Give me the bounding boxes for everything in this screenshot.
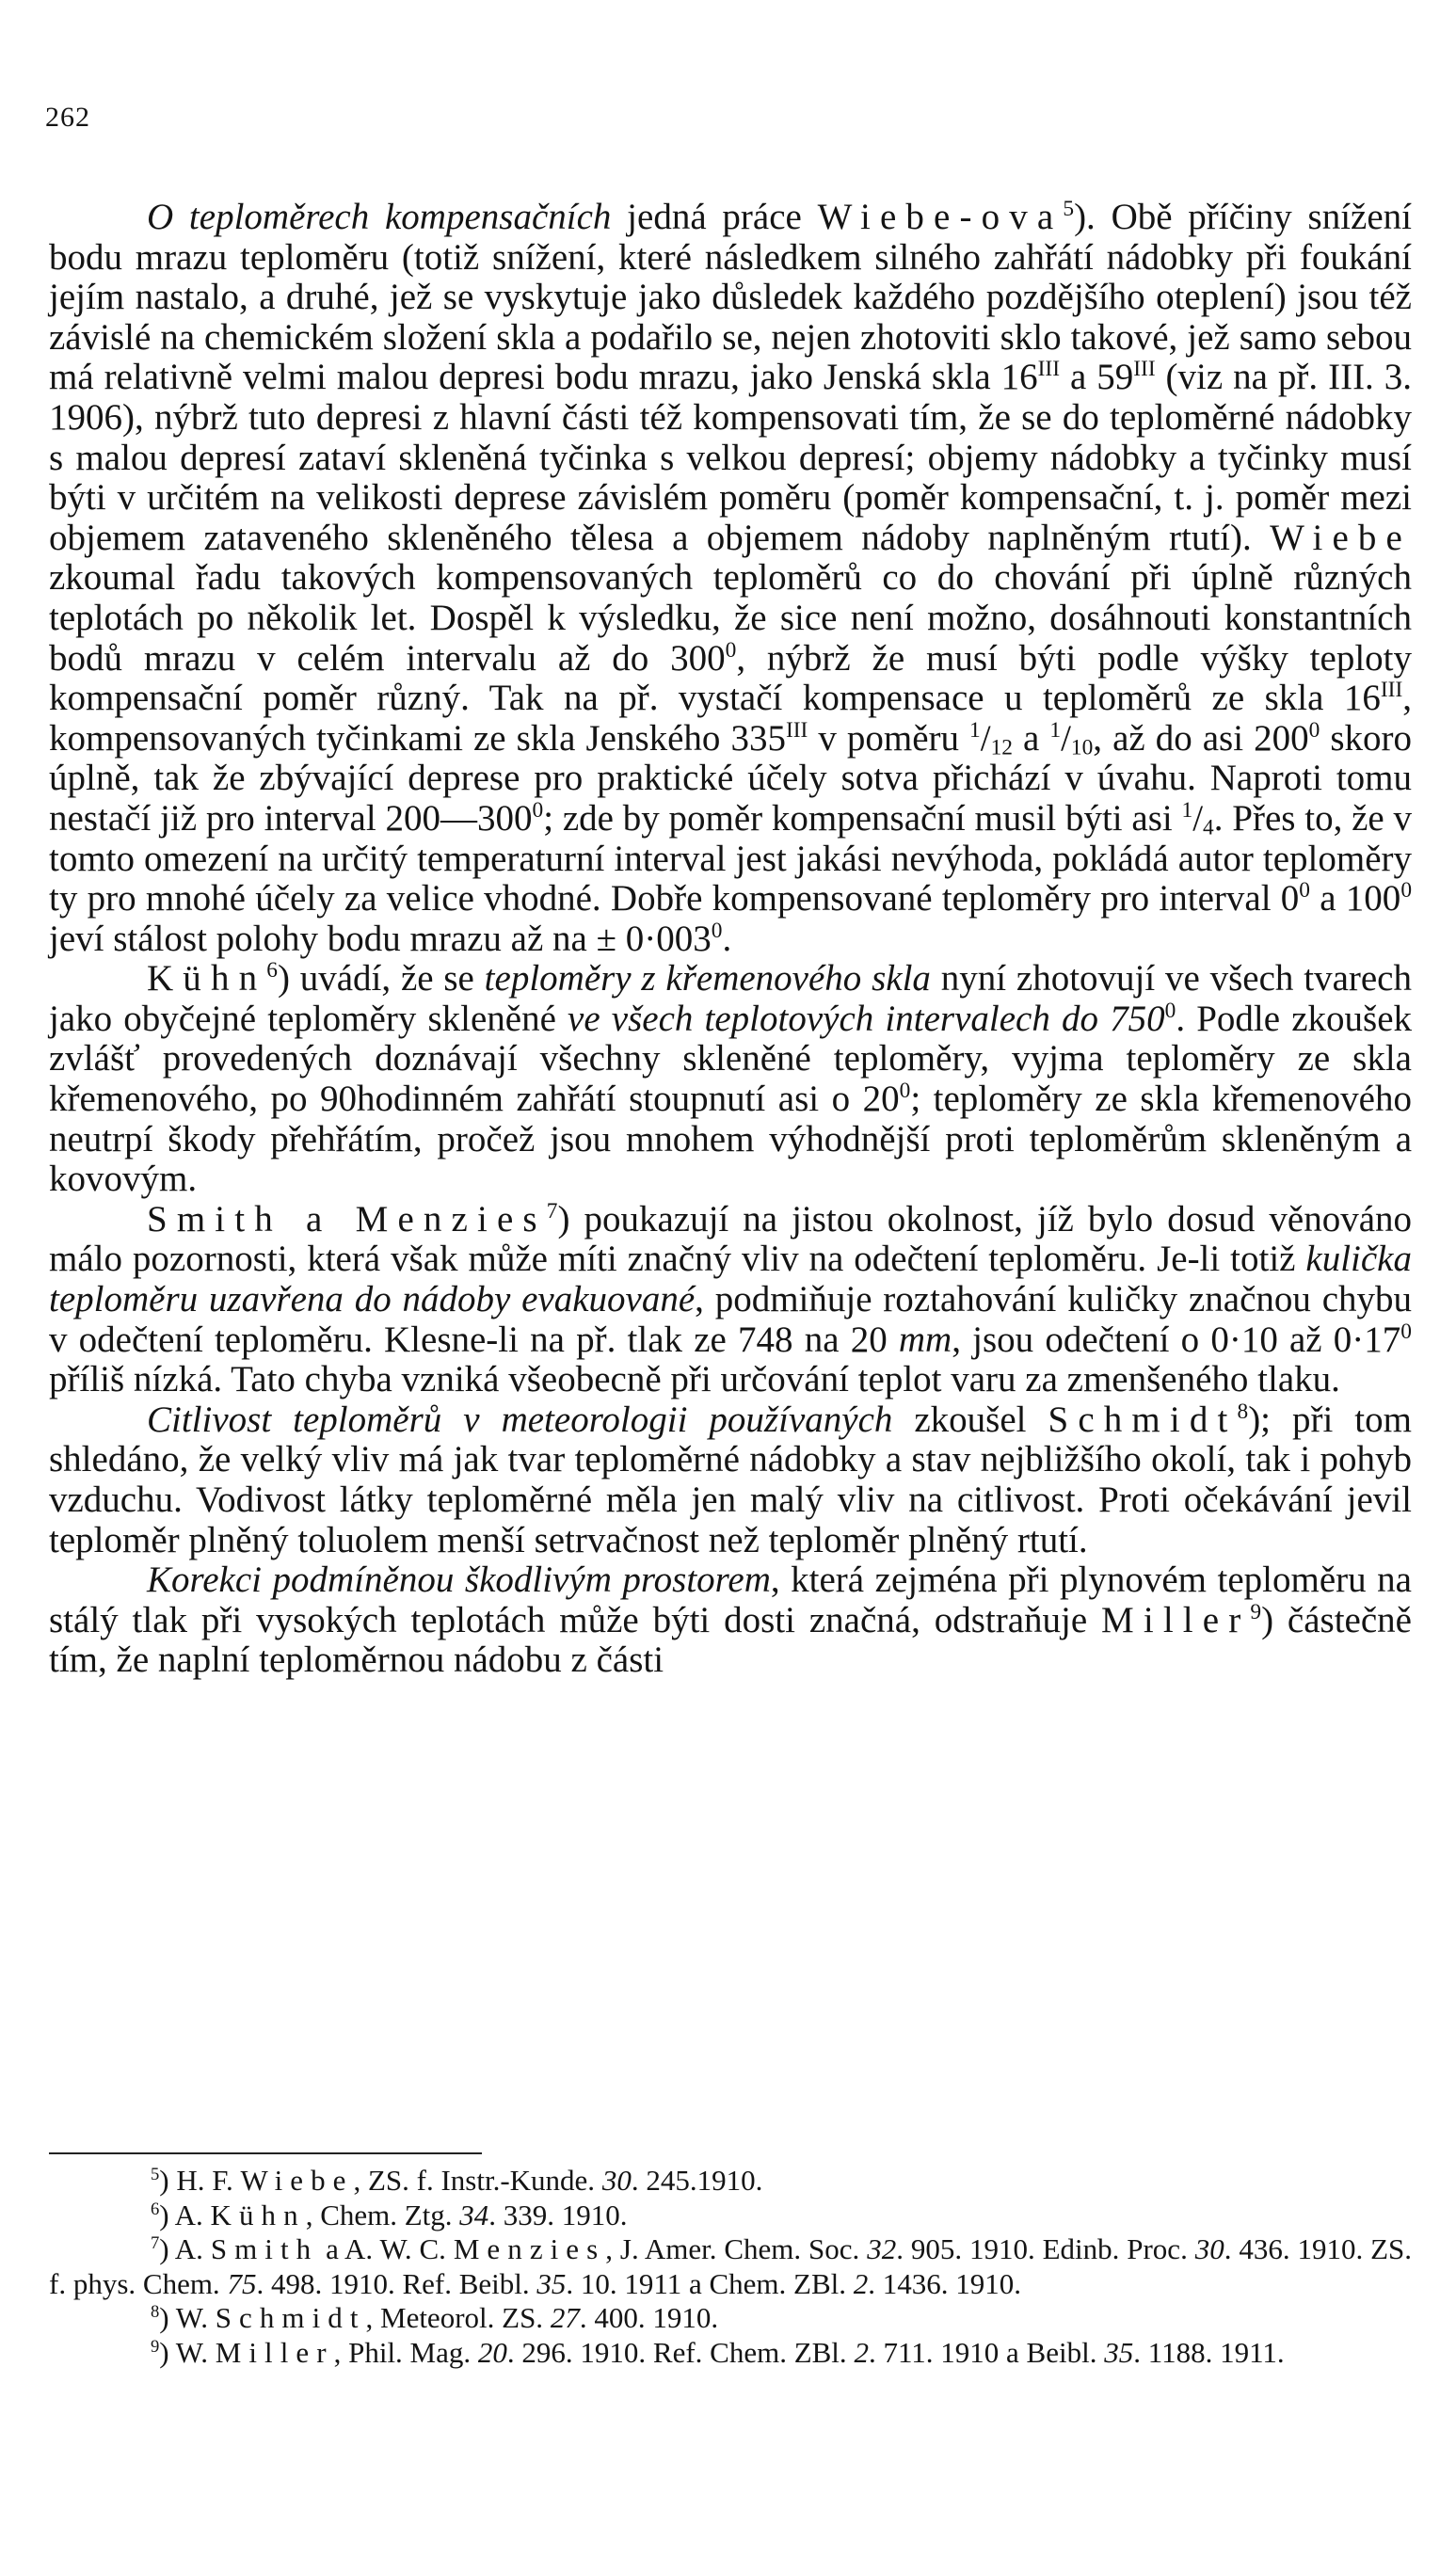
text-run: 20 (477, 2335, 507, 2369)
script-mark: III (1037, 357, 1061, 382)
text-run: 30 (601, 2164, 632, 2197)
script-mark: III (1380, 678, 1403, 703)
text-run: . Přes to, že v tomto omezení na určitý temperaturní interval jest jakási nevýhoda, pokládá autor teploměry ty pro mnohé účely za velice vhodné. Dobře kompensované teploměry pro interval 0 (49, 797, 1412, 920)
script-mark: 7 (151, 2232, 160, 2253)
text-run: příliš nízká. Tato chyba vzniká všeobecně při určování teplot varu za zmenšeného tlaku. (49, 1359, 1340, 1400)
text-run: , J. Amer. Chem. Soc. (605, 2232, 868, 2265)
text-run: Korekci podmíněnou škodlivým prostorem (147, 1559, 771, 1601)
text-run: 35 (1104, 2335, 1134, 2369)
text-run: ; zde by poměr kompensační musil býti asi (543, 797, 1182, 839)
text-run: ). Obě příčiny snížení bodu mrazu teploměru (totiž snížení, které následkem silného zahřátí nádobky při foukání jejím nastalo, a druhé, jež se vyskytuje jako důsledek každého pozdějšího oteplení) jsou též závislé na chemickém složení skla a podařilo se, nejen zhotoviti sklo takové, jež samo sebou má relativně velmi malou depresi bodu mrazu, jako Jenská skla 16 (49, 197, 1413, 398)
author-name: Wiebe-ova (817, 197, 1064, 237)
script-mark: 9 (151, 2336, 160, 2357)
text-run: teploměry z křemenového skla (484, 958, 931, 1000)
script-mark: III (1133, 357, 1156, 382)
paragraph (49, 1560, 1412, 1681)
author-name: Miller (215, 2335, 334, 2369)
text-run: , ZS. f. Instr.-Kunde. (353, 2164, 602, 2197)
body-text (49, 198, 1412, 1681)
text-run: , až do asi 200 (1093, 717, 1309, 759)
text-run: v poměru (808, 717, 970, 759)
text-run: ) A. (159, 2198, 211, 2231)
text-run: , Chem. Ztg. (305, 2198, 460, 2231)
text-run: 35 (536, 2266, 567, 2300)
text-run: 75 (227, 2266, 257, 2300)
author-name: Schmidt (1048, 1399, 1238, 1440)
text-run: ) W. (159, 2301, 216, 2334)
author-name: Wiebe (1270, 517, 1412, 558)
text-run: 27 (550, 2301, 580, 2334)
text-run: , kompensovaných tyčinkami ze skla Jenského 335 (49, 678, 1412, 759)
text-run: , která zejména při plynovém teploměru na stálý tlak při vysokých teplotách může býti dosti značná, odstraňuje (49, 1559, 1412, 1640)
text-run: . 400. 1910. (579, 2301, 719, 2334)
script-mark: 4 (1203, 815, 1214, 840)
text-run: , Meteorol. ZS. (365, 2301, 551, 2334)
author-name: Schmidt (215, 2301, 366, 2334)
text-run: ) uvádí, že se (277, 958, 485, 1000)
footnote (49, 2336, 1412, 2371)
text-run: a 59 (1060, 357, 1134, 398)
script-mark: 8 (1237, 1399, 1249, 1424)
script-mark: 7 (546, 1198, 558, 1224)
footnote (49, 2199, 1412, 2233)
script-mark: 1 (1049, 717, 1062, 743)
text-run: ) H. F. (159, 2164, 241, 2197)
script-mark: 10 (1070, 735, 1094, 760)
text-run: jeví stálost polohy bodu mrazu až na ± 0·003 (49, 918, 712, 959)
author-name: Kühn (210, 2198, 306, 2231)
text-run: , Phil. Mag. (333, 2335, 478, 2369)
script-mark: 1 (1181, 797, 1193, 823)
text-run: . Podle zkoušek zvlášť provedených doznávají všechny skleněné teploměry, vyjma teploměry ze skla křemenového, po 90hodinném zahřátí stoupnutí asi o 20 (49, 998, 1413, 1120)
text-run: zkoumal řadu takových kompensovaných teploměrů co do chování při úplně různých teplotách po několik let. Dospěl k výsledku, že sice není možno, dosáhnouti konstantních bodů mrazu v celém intervalu až do 300 (49, 557, 1412, 679)
text-run: / (1192, 797, 1204, 839)
text-run: . 436. 1910. ZS. f. phys. Chem. (49, 2232, 1413, 2300)
text-run: . 498. 1910. Ref. Beibl. (256, 2266, 537, 2300)
text-run: kulička teploměru uzavřena do nádoby evakuované (49, 1239, 1412, 1320)
script-mark: 6 (266, 958, 278, 984)
text-run: ) částečně tím, že naplní teploměrnou nádobu z části (49, 1599, 1412, 1681)
footnote (49, 2301, 1412, 2336)
text-run: , jsou odečtení o 0·10 až 0·17 (952, 1319, 1401, 1360)
script-mark: 9 (1250, 1599, 1262, 1624)
text-run: O teploměrech kompensačních (147, 197, 612, 237)
paragraph (49, 198, 1412, 959)
text-run: ) poukazují na jistou okolnost, jíž bylo dosud věnováno málo pozornosti, která však může míti značný vliv na odečtení teploměru. Je-li totiž (49, 1198, 1412, 1280)
author-name: Smith (210, 2232, 319, 2265)
text-run: skoro úplně, tak že zbývající deprese pro praktické účely sotva přichází v úvahu. Naproti tomu nestačí již pro interval 200—300 (49, 717, 1413, 839)
script-mark: 0 (1308, 717, 1320, 743)
author-name: Miller (1101, 1599, 1251, 1640)
author-name: Kühn (147, 958, 267, 1000)
script-mark: 8 (151, 2301, 160, 2322)
footnote (49, 2164, 1412, 2199)
footnote (49, 2232, 1412, 2301)
text-run: ); při tom shledáno, že velký vliv má jak tvar teploměrné nádobky a stav nejbližšího okolí, tak i pohyb vzduchu. Vodivost látky teploměrné měla jen malý vliv na citlivost. Proti očekávání jevil teploměr plněný toluolem menší setrvačnost než teploměr plněný rtutí. (49, 1399, 1412, 1560)
text-run: mm (898, 1319, 952, 1360)
text-run: . 10. 1911 a Chem. ZBl. (566, 2266, 854, 2300)
text-run: ve všech teplotových intervalech do 750 (568, 998, 1165, 1039)
text-run: ) A. (159, 2232, 211, 2265)
script-mark: 1 (969, 717, 981, 743)
script-mark: 0 (1400, 1319, 1412, 1344)
text-run: . 1188. 1911. (1133, 2335, 1285, 2369)
text-run: . 1436. 1910. (868, 2266, 1021, 2300)
text-run: . 339. 1910. (488, 2198, 628, 2231)
script-mark: 0 (532, 797, 544, 823)
text-run: (viz na př. III. 3. 1906), nýbrž tuto depresi z hlavní části též kompensovati tím, že se do teploměrné nádobky s malou depresí zataví skleněná tyčinka s velkou depresí; objemy nádobky a tyčinky musí býti v určitém na velikosti deprese závislém poměru (poměr kompensační, t. j. poměr mezi objemem zataveného skleněného tělesa a objemem nádoby naplněným rtutí). (49, 357, 1413, 558)
text-run: 2 (854, 2335, 869, 2369)
script-mark: 5 (1063, 196, 1075, 221)
paragraph (49, 959, 1412, 1200)
author-name: Menzies (453, 2232, 606, 2265)
text-run: ) W. (159, 2335, 216, 2369)
page-number: 262 (45, 102, 90, 133)
text-run: a 100 (1310, 878, 1401, 920)
text-run: . 296. 1910. Ref. Chem. ZBl. (506, 2335, 855, 2369)
text-run: Citlivost teploměrů v meteorologii používaných (147, 1399, 893, 1440)
text-run: 30 (1194, 2232, 1224, 2265)
script-mark: 0 (1164, 998, 1176, 1023)
script-mark: III (785, 717, 808, 743)
text-run: jedná práce (611, 197, 818, 237)
footnote-divider (49, 2152, 482, 2154)
text-run: , podmiňuje roztahování kuličky značnou chybu v odečtení teploměru. Klesne-li na př. tlak ze 748 na 20 (49, 1279, 1412, 1360)
script-mark: 5 (151, 2164, 160, 2184)
text-run: nyní zhotovují ve všech tvarech jako obyčejné teploměry skleněné (49, 958, 1412, 1039)
text-run: / (980, 717, 991, 759)
paragraph (49, 1200, 1412, 1400)
text-run: . 245.1910. (631, 2164, 763, 2197)
script-mark: 12 (990, 735, 1013, 760)
text-run: / (1061, 717, 1071, 759)
script-mark: 0 (725, 637, 737, 663)
text-run: 32 (867, 2232, 897, 2265)
text-run: . 711. 1910 a Beibl. (868, 2335, 1105, 2369)
script-mark: 0 (1299, 878, 1310, 904)
text-run: a A. W. C. (318, 2232, 454, 2265)
author-name: Smith a Menzies (147, 1198, 547, 1240)
text-run: 2 (853, 2266, 869, 2300)
script-mark: 0 (711, 918, 723, 943)
text-run: a (1012, 717, 1050, 759)
text-run: 34 (459, 2198, 489, 2231)
text-run: ; teploměry ze skla křemenového neutrpí škody přehřátím, pročež jsou mnohem výhodnější proti teploměrům skleněným a kovovým. (49, 1079, 1412, 1200)
script-mark: 0 (899, 1079, 911, 1104)
script-mark: 0 (1400, 878, 1413, 904)
text-run: . 905. 1910. Edinb. Proc. (896, 2232, 1195, 2265)
author-name: Wiebe (240, 2164, 354, 2197)
paragraph (49, 1400, 1412, 1560)
script-mark: 6 (151, 2199, 160, 2219)
text-run: . (722, 918, 732, 959)
text-run: , nýbrž že musí býti podle výšky teploty kompensační poměr různý. Tak na př. vystačí kompensace u teploměrů ze skla 16 (49, 637, 1412, 719)
text-run: zkoušel (892, 1399, 1048, 1440)
footnotes (49, 2164, 1412, 2370)
